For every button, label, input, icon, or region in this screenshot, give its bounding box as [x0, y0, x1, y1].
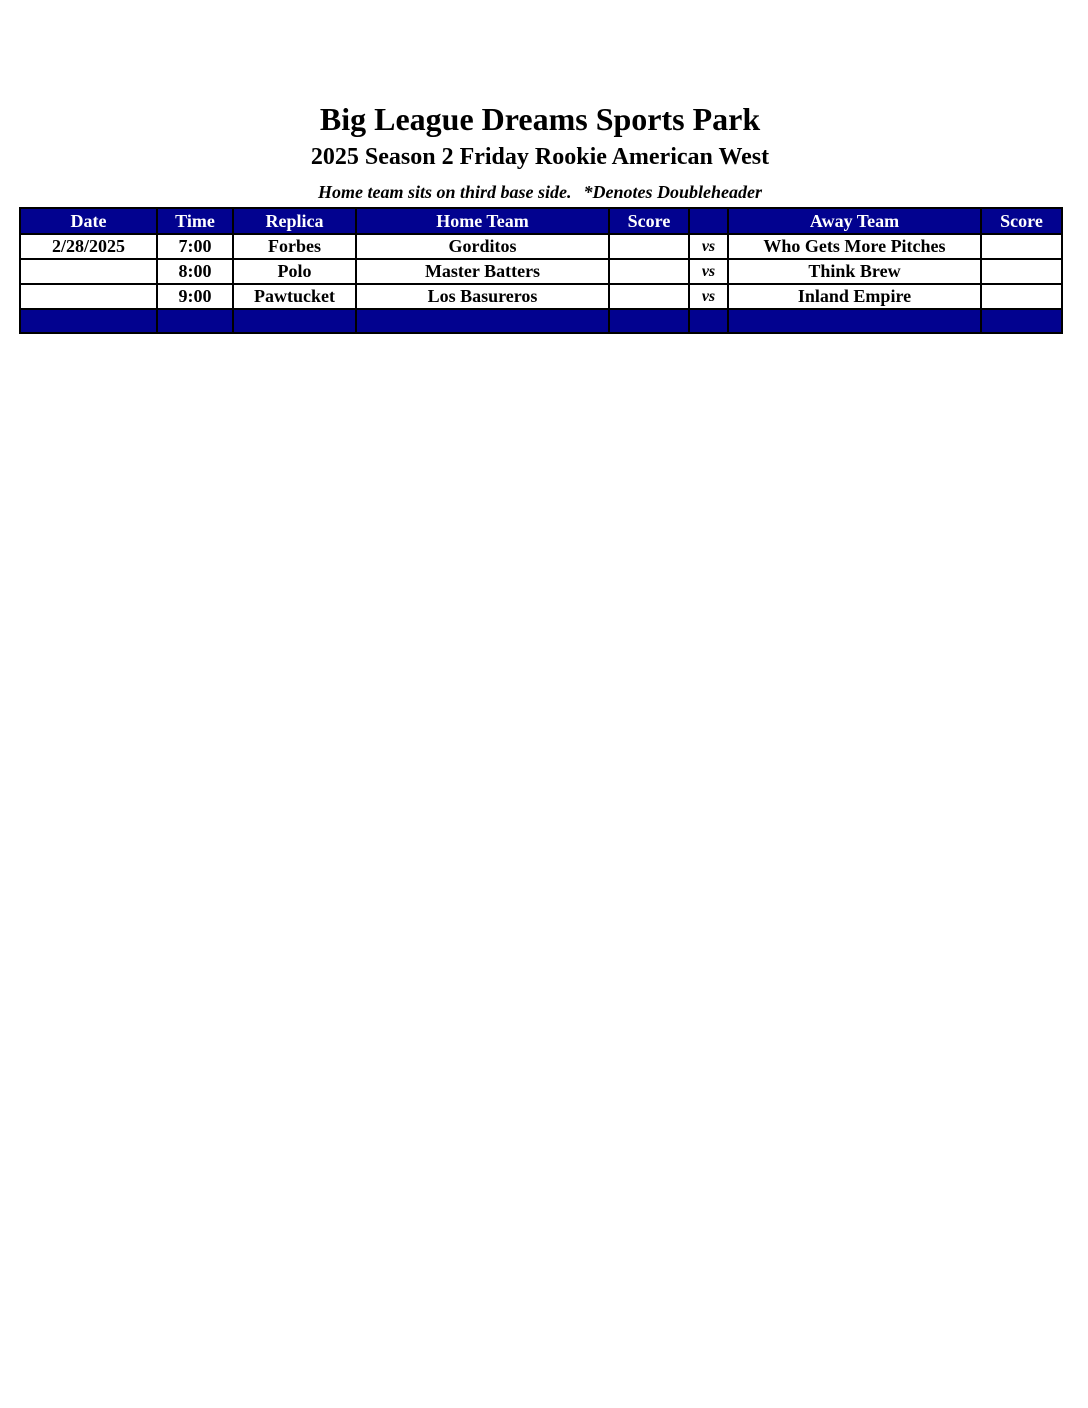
schedule-note [0, 180, 1080, 204]
home-score-cell [609, 259, 689, 284]
footer-cell [981, 309, 1062, 333]
date-cell [20, 259, 157, 284]
col-header-away-team: Away Team [728, 208, 981, 234]
footer-cell [157, 309, 233, 333]
date-cell [20, 284, 157, 309]
home-score-cell [609, 234, 689, 259]
table-row [20, 259, 1062, 284]
col-header-home-team: Home Team [356, 208, 609, 234]
vs-cell: vs [689, 259, 728, 284]
home-team-cell: Los Basureros [356, 284, 609, 309]
away-score-cell [981, 234, 1062, 259]
away-score-cell [981, 284, 1062, 309]
vs-cell: vs [689, 234, 728, 259]
away-team-cell: Inland Empire [728, 284, 981, 309]
away-score-cell [981, 259, 1062, 284]
doubleheader-note: *Denotes Doubleheader [583, 182, 762, 202]
table-row [20, 284, 1062, 309]
replica-cell: Pawtucket [233, 284, 356, 309]
footer-cell [356, 309, 609, 333]
footer-cell [689, 309, 728, 333]
page-title: Big League Dreams Sports Park [319, 101, 761, 137]
date-cell: 2/28/2025 [20, 234, 157, 259]
footer-cell [20, 309, 157, 333]
away-team-cell: Think Brew [728, 259, 981, 284]
footer-cell [728, 309, 981, 333]
home-team-note: Home team sits on third base side. [317, 182, 572, 202]
footer-cell [233, 309, 356, 333]
col-header-home-score: Score [609, 208, 689, 234]
time-cell: 9:00 [157, 284, 233, 309]
col-header-vs [689, 208, 728, 234]
table-footer-bar [20, 309, 1062, 333]
col-header-replica: Replica [233, 208, 356, 234]
home-team-cell: Master Batters [356, 259, 609, 284]
table-row [20, 234, 1062, 259]
vs-cell: vs [689, 284, 728, 309]
footer-cell [609, 309, 689, 333]
time-cell: 7:00 [157, 234, 233, 259]
replica-cell: Polo [233, 259, 356, 284]
home-score-cell [609, 284, 689, 309]
table-header-row [20, 208, 1062, 234]
col-header-date: Date [20, 208, 157, 234]
home-team-cell: Gorditos [356, 234, 609, 259]
time-cell: 8:00 [157, 259, 233, 284]
replica-cell: Forbes [233, 234, 356, 259]
page-subtitle: 2025 Season 2 Friday Rookie American West [310, 144, 770, 170]
col-header-time: Time [157, 208, 233, 234]
col-header-away-score: Score [981, 208, 1062, 234]
schedule-table [19, 207, 1063, 334]
away-team-cell: Who Gets More Pitches [728, 234, 981, 259]
